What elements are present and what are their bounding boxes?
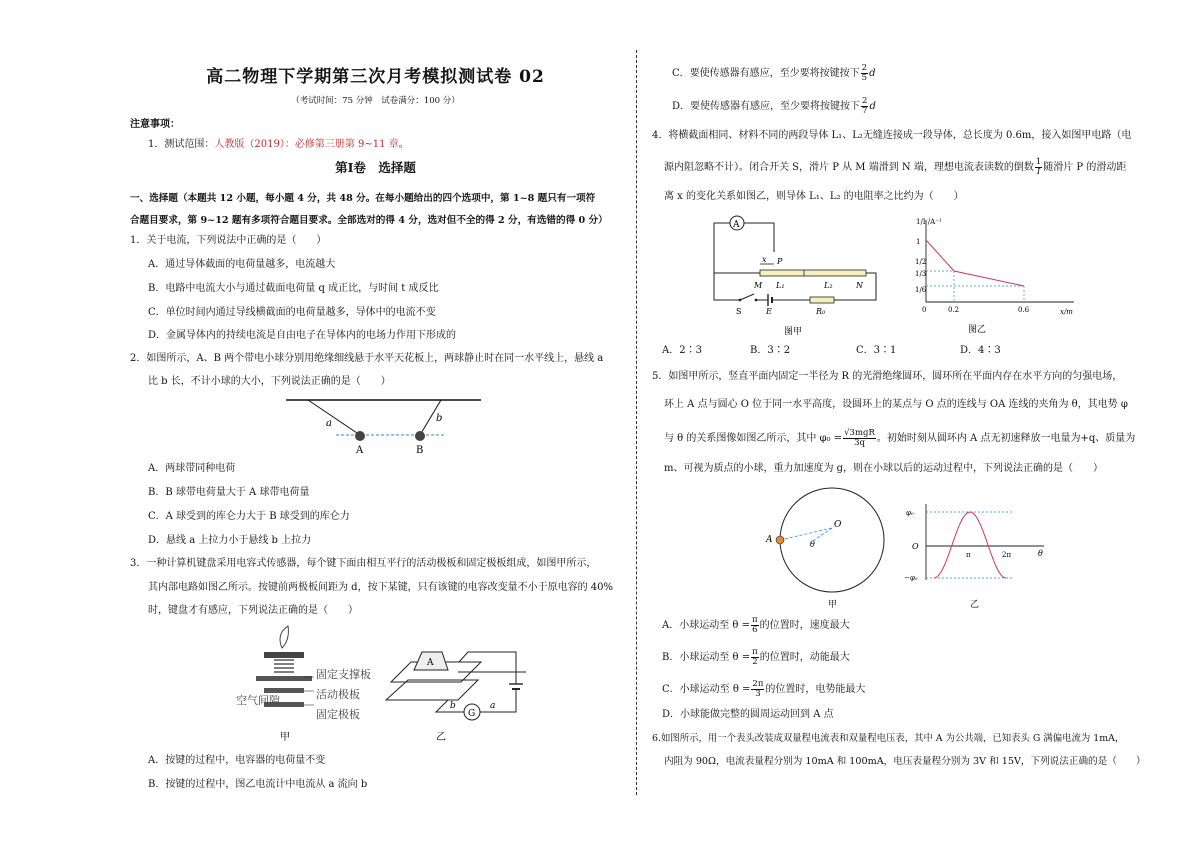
q4-graph-xlabel: x/m [1060, 308, 1073, 316]
q3-active-plate [264, 688, 304, 693]
q4-conductor [760, 270, 866, 276]
q5-graph-phi0: φ₀ [906, 509, 914, 517]
q4-stem-line-2: 源内阻忽略不计）。闭合开关 S，滑片 P 从 M 端滑到 N 端，理想电流表读数的倒数 $\frac{1}{I}$ 随滑片 P 的滑动距 [664, 157, 1127, 177]
q1-option-d: D．金属导体内的持续电流是自由电子在导体内的电场力作用下形成的 [148, 330, 457, 341]
section-intro-line-1: 一、选择题（本题共 12 小题，每小题 4 分，共 48 分。在每小题给出的四个选项中，第 1~8 题只有一项符 [130, 193, 596, 204]
q5-stem-line-2: 环上 A 点与圆心 O 位于同一水平高度，设圆环上的某点与 O 点的连线与 OA 连线的夹角为 θ，其电势 φ [664, 399, 1128, 410]
q3-option-a: A．按键的过程中，电容器的电荷量不变 [148, 755, 326, 766]
q5-option-a: A．小球运动至 θ = $\frac{\pi}{6}$ 的位置时，速度最大 [662, 615, 850, 635]
q4-label-l1: L₁ [776, 281, 785, 290]
q3-option-c: C．要使传感器有感应，至少要将按键按下 $\frac{2}{5}$ d [672, 63, 876, 83]
q2-label-a: a [326, 418, 332, 429]
q4-label-ammeter: A [733, 220, 740, 230]
q4-graph-y-1-6: 1/6 [915, 286, 927, 294]
q1-option-c: C．单位时间内通过导线横截面的电荷量越多，导体中的电流不变 [148, 307, 436, 318]
q2-option-a: A．两球带同种电荷 [148, 463, 236, 474]
q4-graph-x-02: 0.2 [948, 306, 960, 314]
notice-heading: 注意事项： [130, 119, 180, 130]
q5-option-b: B．小球运动至 θ = $\frac{\pi}{2}$ 的位置时，动能最大 [662, 647, 850, 667]
q4-graph-x-06: 0.6 [1018, 306, 1030, 314]
q4-caption-jia: 图甲 [784, 327, 803, 337]
q4-caption-yi: 图乙 [968, 325, 987, 335]
q5-line-oa [780, 528, 832, 540]
q5-label-o: O [834, 520, 842, 530]
q5-graph-figure [904, 500, 1054, 612]
q1-option-a: A．通过导体截面的电荷量越多，电流越大 [148, 259, 336, 270]
notice-item-1-prefix: 1．测试范围： [148, 139, 215, 150]
q3-caption-jia: 甲 [280, 732, 290, 743]
q2-label-b: b [436, 413, 443, 424]
q4-label-m: M [754, 281, 763, 290]
q4-stem-line-1: 4．将横截面相同、材料不同的两段导体 L₁、L₂无缝连接成一段导体，总长度为 0.6m，接入如图甲电路（电 [652, 130, 1132, 141]
q3-label-fixed: 固定极板 [316, 708, 360, 721]
q4-label-s: S [736, 307, 742, 316]
q2-thread-a [308, 400, 360, 435]
q3-label-a: a [490, 701, 496, 711]
q5-graph-theta-label: θ [1038, 549, 1043, 558]
q2-label-ball-a: A [356, 445, 364, 456]
q5-stem-line-1: 5．如图甲所示，竖直平面内固定一半径为 R 的光滑绝缘圆环，圆环所在平面内存在水平方向的匀强电场， [652, 371, 1123, 382]
q2-option-b: B．B 球带电荷量大于 A 球带电荷量 [148, 487, 310, 498]
q4-stem-line-3: 离 x 的变化关系如图乙，则导体 L₁、L₂ 的电阻率之比约为（ ） [664, 191, 964, 202]
exam-title: 高二物理下学期第三次月考模拟测试卷 02 [206, 67, 545, 87]
q4-label-p: P [777, 257, 783, 266]
q3-figure [236, 622, 526, 747]
q2-stem-line-2: 比 b 长，不计小球的大小，下列说法正确的是（ ） [148, 376, 391, 387]
q5-ring [780, 488, 884, 592]
q4-label-x: x [762, 255, 767, 264]
q4-graph-ylabel: 1/I /A⁻¹ [916, 218, 942, 226]
q1-option-b: B．电路中电流大小与通过截面电荷量 q 成正比，与时间 t 成反比 [148, 283, 439, 294]
q4-switch [740, 294, 754, 300]
q2-label-ball-b: B [416, 445, 424, 456]
q5-label-a: A [766, 535, 773, 545]
q2-figure [286, 394, 486, 456]
q2-option-d: D．悬线 a 上拉力小于悬线 b 上拉力 [148, 535, 312, 546]
q3-spring-icon [274, 660, 294, 672]
q4-graph-y-1: 1 [916, 238, 921, 246]
exam-subtitle: （考试时间：75 分钟 试卷满分：100 分） [291, 96, 460, 106]
q3-wire-top [459, 652, 516, 684]
q5-option-c: C．小球运动至 θ = $\frac{2\pi}{3}$ 的位置时，电势能最大 [662, 679, 866, 699]
q4-option-d: D．4∶3 [960, 345, 1001, 356]
q4-graph-x-0: 0 [922, 306, 927, 314]
section-intro-line-2: 合题目要求，第 9~12 题有多项符合题目要求。全部选对的得 4 分，选对但不全的得 2 分，有选错的得 0 分） [130, 215, 608, 226]
q2-ball-a [355, 431, 365, 441]
q4-option-c: C．3∶1 [856, 345, 897, 356]
q5-option-d: D．小球能做完整的圆周运动回到 A 点 [662, 709, 834, 720]
q3-label-active: 活动极板 [316, 688, 360, 701]
q6-stem-line-1: 6.如图所示，用一个表头改装成双量程电流表和双量程电压表，其中 A 为公共端，已知表头 G 满偏电流为 1mA， [652, 733, 1125, 744]
q4-label-r0: R₀ [816, 307, 826, 316]
q5-graph-curve [934, 512, 1006, 578]
q4-option-a: A．2∶3 [662, 345, 702, 356]
q6-stem-line-2: 内阻为 90Ω，电流表量程分别为 10mA 和 100mA，电压表量程分别为 3V 和 15V，下列说法正确的是（ ） [664, 756, 1146, 767]
q3-label-g: G [468, 709, 476, 719]
q5-graph-neg-phi0: −φ₀ [904, 574, 918, 582]
q3-option-b: B．按键的过程中，图乙电流计中电流从 a 流向 b [148, 779, 368, 790]
q5-ball [776, 536, 784, 544]
q3-option-d: D．要使传感器有感应，至少要将按键按下 $\frac{2}{7}$ d [672, 96, 876, 116]
q5-caption-yi: 乙 [970, 600, 980, 610]
q4-resistor [810, 297, 834, 303]
q3-label-gap: 空气间隙 [236, 694, 280, 707]
q4-option-b: B．3∶2 [750, 345, 791, 356]
q4-label-n: N [856, 281, 863, 290]
q3-lower-plate [386, 680, 478, 700]
q2-stem-line-1: 2．如图所示，A、B 两个带电小球分别用绝缘细线悬于水平天花板上，两球静止时在同一水平线上，悬线 a [130, 353, 604, 364]
notice-item-1-suffix: 。 [398, 139, 409, 150]
q1-stem: 1．关于电流，下列说法中正确的是（ ） [130, 235, 327, 246]
column-divider [636, 50, 637, 795]
q2-option-c: C．A 球受到的库仑力大于 B 球受到的库仑力 [148, 511, 350, 522]
q3-label-b: b [450, 701, 456, 711]
notice-item-1 [148, 138, 409, 152]
q3-key-top [264, 652, 304, 658]
q5-stem-line-4: m、可视为质点的小球，重力加速度为 g，则在小球以后的运动过程中，下列说法正确的是（ ） [664, 463, 1104, 474]
q5-caption-jia: 甲 [828, 600, 838, 610]
q3-finger-icon [280, 626, 288, 648]
q4-graph-figure [904, 214, 1084, 338]
notice-item-1-scope: 人教版（2019）：必修第三册第 9~11 章 [214, 139, 399, 150]
q3-label-key: A [427, 658, 434, 668]
q3-label-support: 固定支撑板 [316, 668, 371, 681]
q5-graph-pi: π [966, 551, 971, 559]
q2-ball-b [415, 431, 425, 441]
q5-ring-figure [762, 483, 902, 611]
q4-label-e: E [766, 307, 772, 316]
q3-stem-line-1: 3．一种计算机键盘采用电容式传感器，每个键下面由相互平行的活动极板和固定极板组成，如图甲所示， [130, 558, 597, 569]
q4-graph-y-1-3: 1/3 [915, 270, 927, 278]
q3-stem-line-3: 时，键盘才有感应，下列说法正确的是（ ） [148, 605, 358, 616]
q4-circuit-figure [704, 214, 884, 338]
q3-caption-yi: 乙 [436, 732, 446, 743]
q3-support-plate [256, 676, 312, 681]
q5-stem-line-3: 与 θ 的关系图像如图乙所示，其中 φ₀ = $\frac{\text{√3mgR}}{3q}$ 。初始时刻从圆环内 A 点无初速释放一电量为+q、质量为 [664, 428, 1136, 448]
q3-stem-line-2: 其内部电路如图乙所示。按键前两极板间距为 d，按下某键，只有该键的电容改变量不小于原电容的 40% [148, 582, 613, 593]
q4-graph-y-1-2: 1/2 [915, 258, 927, 266]
q4-label-l2: L₂ [824, 281, 833, 290]
q5-label-theta: θ [810, 540, 815, 549]
q5-graph-origin: O [912, 542, 919, 551]
q5-graph-2pi: 2π [1002, 551, 1012, 559]
section-title: 第Ⅰ卷 选择题 [335, 160, 416, 175]
q4-graph-curve [926, 240, 1024, 286]
